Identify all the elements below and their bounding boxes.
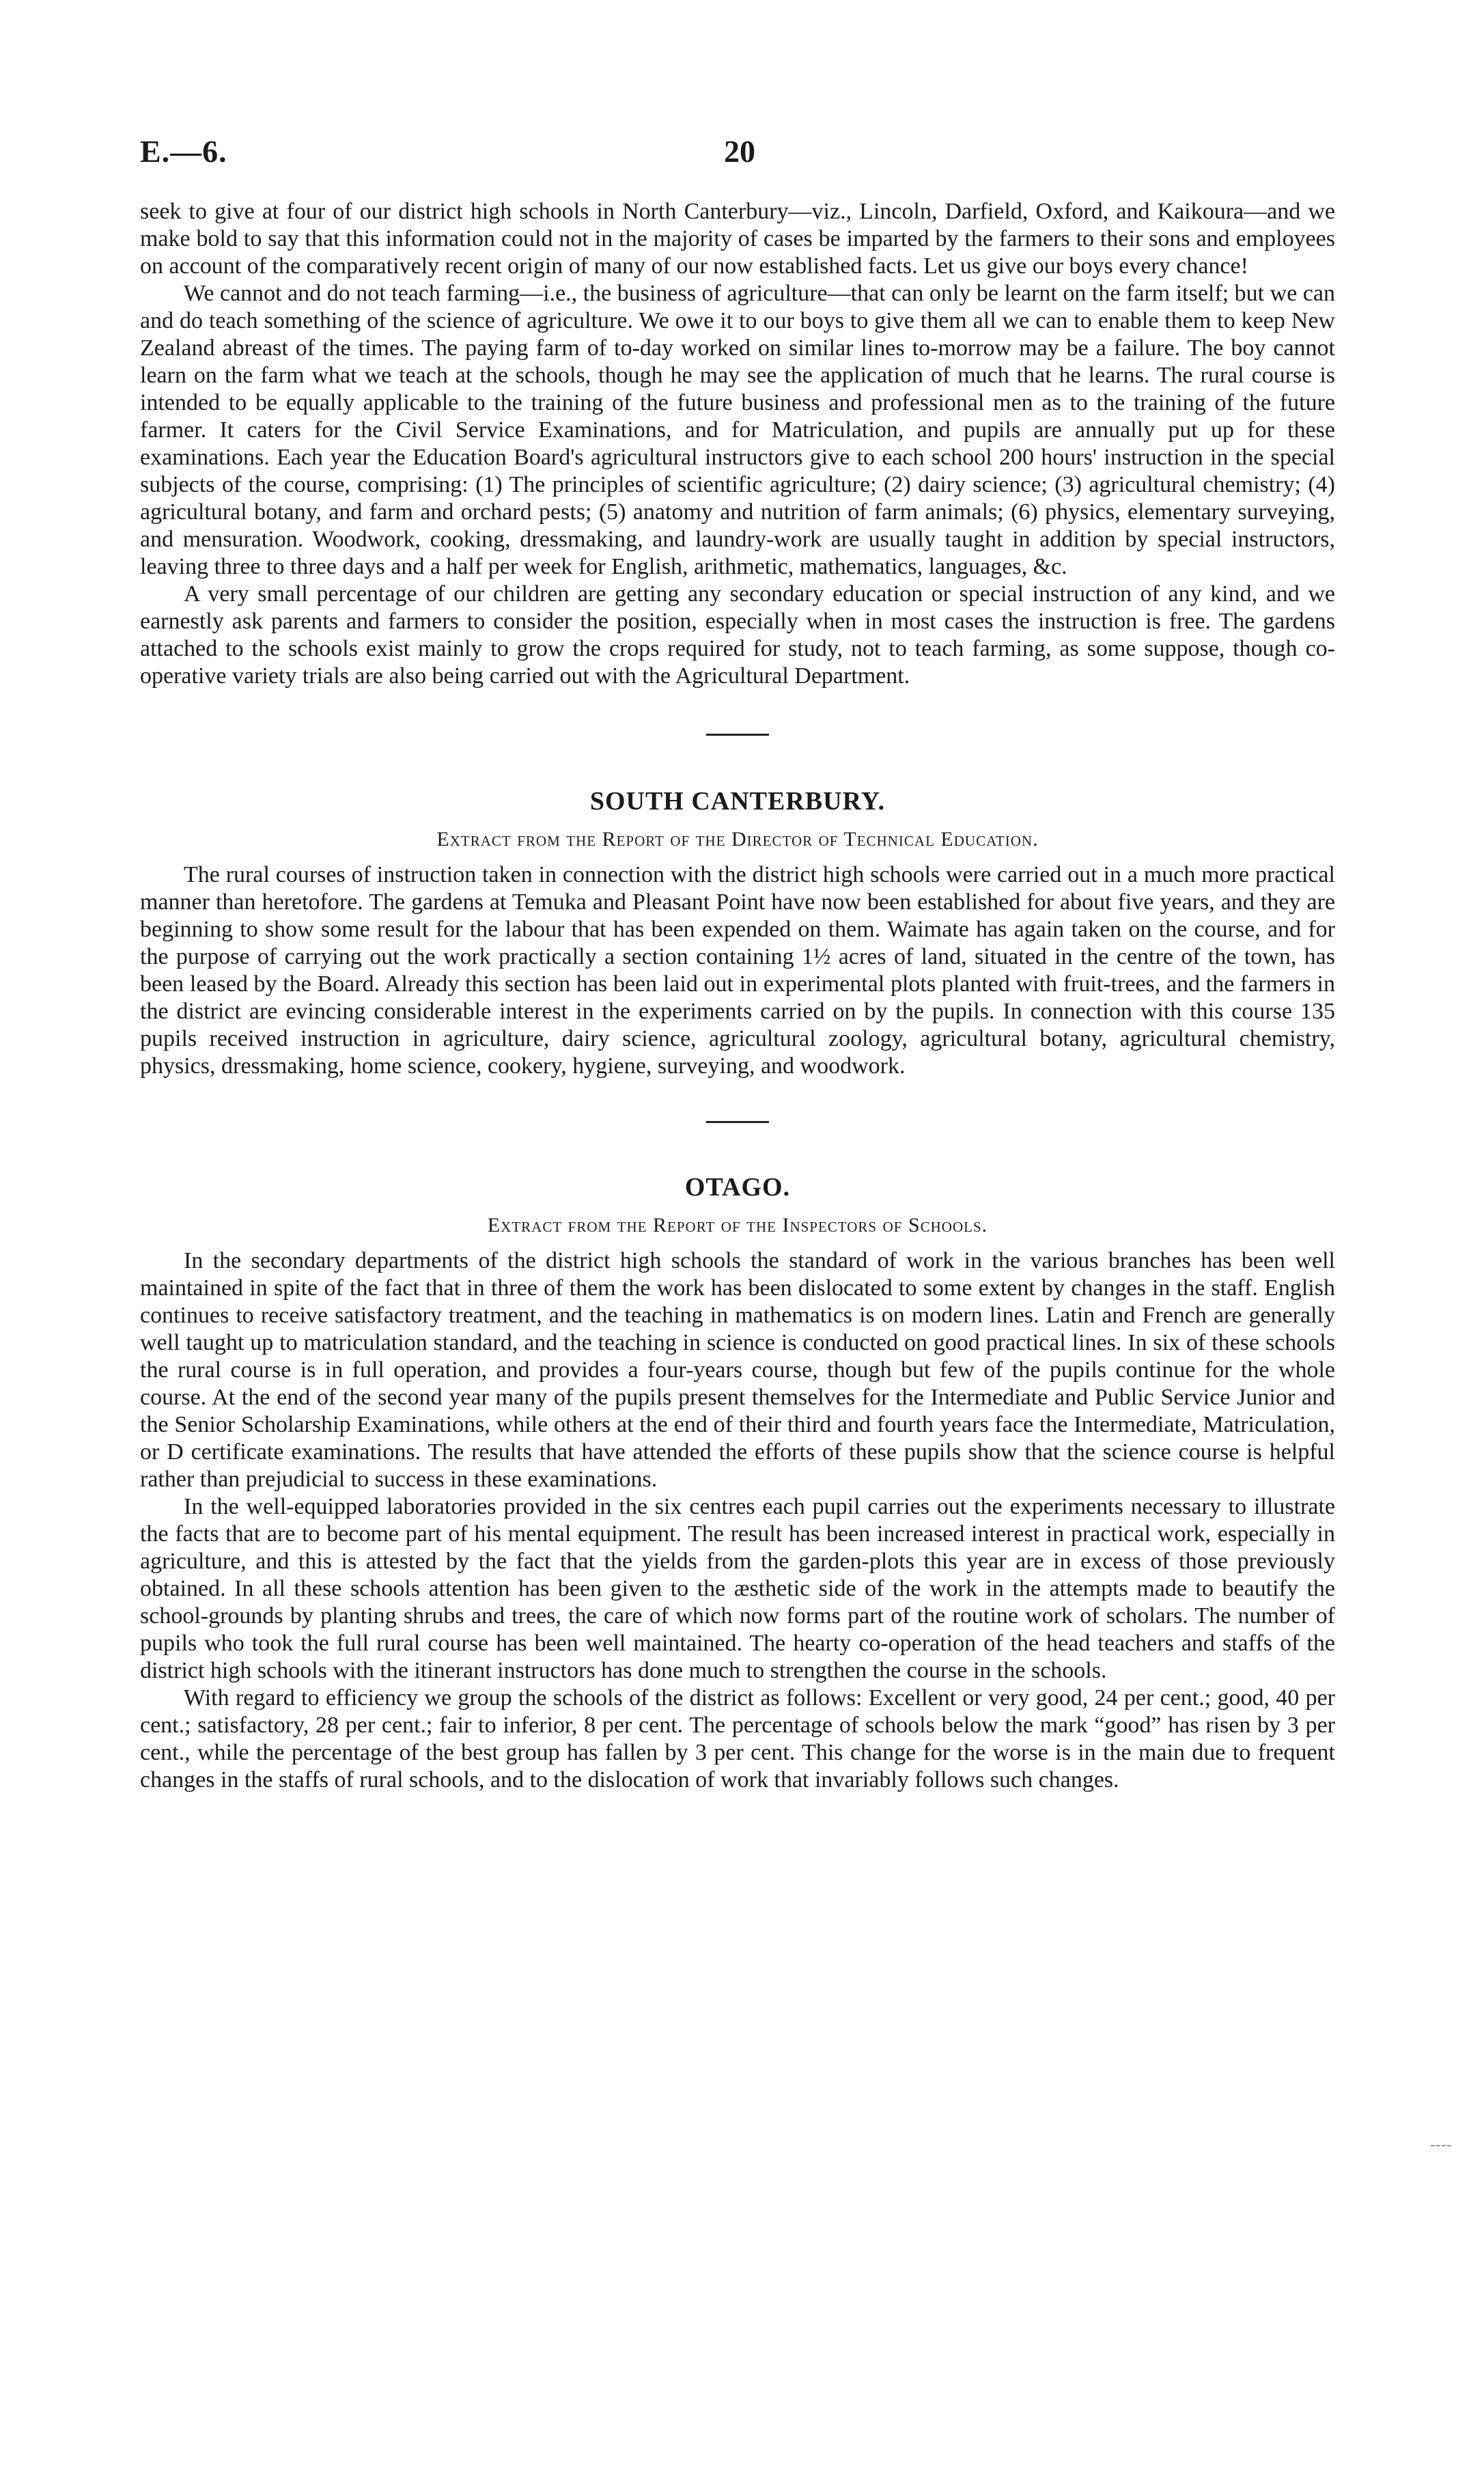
margin-mark [1431, 2145, 1451, 2146]
document-reference: E.—6. [140, 134, 227, 169]
section-subtitle-otago: Extract from the Report of the Inspectors of Schools. [487, 1214, 988, 1236]
intro-paragraph-teaching: We cannot and do not teach farming—i.e., the business of agriculture—that can only be learnt on the farm itself; but we can and do teach something of the science of agriculture. We owe it to our boys to give them all we can to enable them to keep New Zealand abreast of the times. The paying farm of to-day worked on similar lines to-morrow may be a failure. The boy cannot learn on the farm what we teach at the schools, though he may see the application of much that he learns. The rural course is intended to be equally applicable to the training of the future business and professional men as to the training of the future farmer. It caters for the Civil Service Examinations, and for Matriculation, and pupils are annually put up for these examinations. Each year the Education Board's agricultural instructors give to each school 200 hours' instruction in the special subjects of the course, comprising: (1) The principles of scientific agriculture; (2) dairy science; (3) agricultural chemistry; (4) agricultural botany, and farm and orchard pests; (5) anatomy and nutrition of farm animals; (6) physics, elementary surveying, and mensuration. Woodwork, cooking, dressmaking, and laundry-work are usually taught in addition by special instructors, leaving three to three days and a half per week for English, arithmetic, mathematics, languages, &c. [140, 281, 1335, 579]
section-title-south-canterbury: SOUTH CANTERBURY. [589, 787, 886, 816]
south-canterbury-paragraph: The rural courses of instruction taken in connection with the district high schools were carried out in a much more practical manner than heretofore. The gardens at Temuka and Pleasant Point have now been established for about five years, and they are beginning to show some result for the labour that has been expended on them. Waimate has again taken on the course, and for the purpose of carrying out the work practically a section containing 1½ acres of land, situated in the centre of the town, has been leased by the Board. Already this section has been laid out in experimental plots planted with fruit-trees, and the farmers in the district are evincing considerable interest in the experiments carried on by the pupils. In connection with this course 135 pupils received instruction in agriculture, dairy science, agricultural zoology, agricultural botany, agricultural chemistry, physics, dressmaking, home science, cookery, hygiene, surveying, and woodwork. [140, 862, 1335, 1079]
intro-paragraph-continuation: seek to give at four of our district high schools in North Canterbury—viz., Lincoln, Darfield, Oxford, and Kaikoura—and we make bold to say that this information could not in the majority of cases be imparted by the farmers to their sons and employees on account of the comparatively recent origin of many of our now established facts. Let us give our boys every chance! [140, 199, 1335, 279]
otago-paragraph-secondary-departments: In the secondary departments of the district high schools the standard of work in the various branches has been well maintained in spite of the fact that in three of them the work has been dislocated to some extent by changes in the staff. English continues to receive satisfactory treatment, and the teaching in mathematics is on modern lines. Latin and French are generally well taught up to matriculation standard, and the teaching in science is conducted on good practical lines. In six of these schools the rural course is in full operation, and provides a four-years course, though but few of the pupils continue for the whole course. At the end of the second year many of the pupils present themselves for the Intermediate and Public Service Junior and the Senior Scholarship Examinations, while others at the end of their third and fourth years face the Intermediate, Matriculation, or D certificate examinations. The results that have attended the efforts of these pupils show that the science course is helpful rather than prejudicial to success in these examinations. [140, 1248, 1335, 1492]
otago-paragraph-efficiency: With regard to efficiency we group the schools of the district as follows: Excellent or very good, 24 per cent.; good, 40 per cent.; satisfactory, 28 per cent.; fair to inferior, 8 per cent. The percentage of schools below the mark “good” has risen by 3 per cent., while the percentage of the best group has fallen by 3 per cent. This change for the worse is in the main due to frequent changes in the staffs of rural schools, and to the dislocation of work that invariably follows such changes. [140, 1685, 1335, 1793]
section-subtitle-south-canterbury: Extract from the Report of the Director of Technical Education. [436, 828, 1039, 850]
intro-paragraph-secondary-education: A very small percentage of our children are getting any secondary education or special instruction of any kind, and we earnestly ask parents and farmers to consider the position, especially when in most cases the instruction is free. The gardens attached to the schools exist mainly to grow the crops required for study, not to teach farming, as some suppose, though co-operative variety trials are also being carried out with the Agricultural Department. [140, 581, 1335, 689]
otago-paragraph-laboratories: In the well-equipped laboratories provided in the six centres each pupil carries out the experiments necessary to illustrate the facts that are to become part of his mental equipment. The result has been increased interest in practical work, especially in agriculture, and this is attested by the fact that the yields from the garden-plots this year are in excess of those previously obtained. In all these schools attention has been given to the æsthetic side of the work in the attempts made to beautify the school-grounds by planting shrubs and trees, the care of which now forms part of the routine work of scholars. The number of pupils who took the full rural course has been well maintained. The hearty co-operation of the head teachers and staffs of the district high schools with the itinerant instructors has done much to strengthen the course in the schools. [140, 1494, 1335, 1683]
page-number: 20 [724, 134, 755, 169]
page-body [140, 198, 1335, 1794]
section-title-otago: OTAGO. [684, 1173, 791, 1202]
